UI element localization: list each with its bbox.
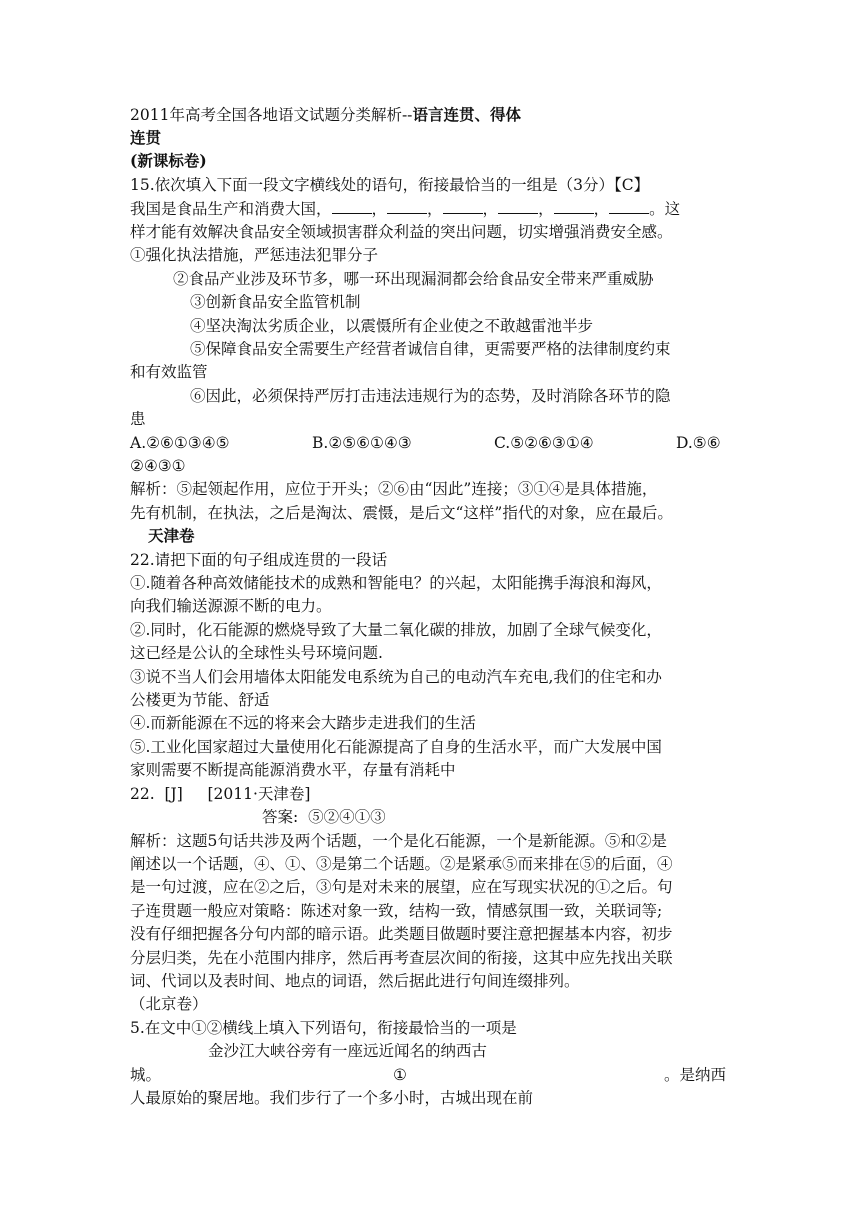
- q22-analysis-4: 子连贯题一般应对策略：陈述对象一致，结构一致，情感氛围一致，关联词等;: [130, 902, 663, 920]
- q15-item-2: ②食品产业涉及环节多，哪一环出现漏洞都会给食品安全带来严重威胁: [173, 270, 654, 288]
- q15-item-1: ①强化执法措施，严惩违法犯罪分子: [130, 246, 379, 264]
- q22-analysis-7: 词、代词以及表时间、地点的词语，然后据此进行句间连缀排列。: [130, 972, 580, 990]
- section-tianjin: 天津卷: [148, 526, 195, 545]
- sep-2: ，: [427, 200, 443, 218]
- q5-passage-3: 人最原始的聚居地。我们步行了一个多小时，古城出现在前: [130, 1089, 534, 1107]
- q15-item-6b: 患: [130, 410, 146, 428]
- q15-stem: 15.依次填入下面一段文字横线处的语句，衔接最恰当的一组是（3分）【C】: [130, 176, 650, 194]
- q15-option-b: B.②⑤⑥①④③: [312, 434, 412, 452]
- q22-answer: 答案: ⑤②④①③: [262, 808, 386, 826]
- q15-option-d: D.⑤⑥: [676, 434, 721, 452]
- blank-2: [387, 199, 427, 214]
- q22-analysis-6: 分层归类，先在小范围内排序，然后再考查层次间的衔接，这其中应先找出关联: [130, 949, 673, 967]
- q15-passage-start: 我国是食品生产和消费大国，: [130, 200, 332, 218]
- q22-s5a: ⑤.工业化国家超过大量使用化石能源提高了自身的生活水平，而广大发展中国: [130, 738, 662, 756]
- blank-5: [554, 199, 594, 214]
- q5-passage-2-left: 城。: [130, 1066, 162, 1084]
- q15-passage-tail: 。这: [649, 200, 681, 218]
- q5-blank-marker-1: ①: [393, 1066, 407, 1084]
- q15-option-c: C.⑤②⑥③①④: [494, 434, 594, 452]
- q15-item-3: ③创新食品安全监管机制: [190, 293, 361, 311]
- blank-6: [609, 199, 649, 214]
- q22-stem: 22.请把下面的句子组成连贯的一段话: [130, 551, 388, 569]
- q22-s1b: 向我们输送源源不断的电力。: [130, 597, 332, 615]
- q22-s1a: ①.随着各种高效储能技术的成熟和智能电？的兴起，太阳能携手海浪和海风，: [130, 574, 662, 592]
- q15-analysis-1: 解析：⑤起领起作用，应位于开头；②⑥由“因此”连接；③①④是具体措施，: [130, 480, 658, 498]
- q5-stem: 5.在文中①②横线上填入下列语句，衔接最恰当的一项是: [130, 1019, 517, 1037]
- q22-analysis-3: 是一句过渡，应在②之后，③句是对未来的展望，应在写现实状况的①之后。句: [130, 878, 673, 896]
- q22-source-tag: 22. [J] [2011·天津卷]: [130, 785, 311, 803]
- title-bold: 语言连贯、得体: [412, 105, 521, 124]
- q22-analysis-1: 解析：这题5句话共涉及两个话题，一个是化石能源，一个是新能源。⑤和②是: [130, 832, 667, 850]
- q22-s2b: 这已经是公认的全球性头号环境问题.: [130, 644, 383, 662]
- q15-analysis-2: 先有机制，在执法，之后是淘汰、震慑，是后文“这样”指代的对象，应在最后。: [130, 504, 673, 522]
- q5-passage-1: 金沙江大峡谷旁有一座远近闻名的纳西古: [208, 1042, 488, 1060]
- q22-s2a: ②.同时，化石能源的燃烧导致了大量二氧化碳的排放，加剧了全球气候变化，: [130, 621, 662, 639]
- section-xinkebiao: (新课标卷): [130, 151, 207, 170]
- q22-analysis-5: 没有仔细把握各分句内部的暗示语。此类题目做题时要注意把握基本内容，初步: [130, 925, 673, 943]
- q15-item-4: ④坚决淘汰劣质企业，以震慑所有企业使之不敢越雷池半步: [190, 317, 594, 335]
- blank-1: [332, 199, 372, 214]
- sep-1: ，: [371, 200, 388, 218]
- q15-option-d-cont: ②④③①: [130, 457, 186, 475]
- section-heading: 连贯: [130, 128, 162, 147]
- q22-analysis-2: 阐述以一个话题，④、①、③是第二个话题。②是紧承⑤而来排在⑤的后面，④: [130, 855, 673, 873]
- section-beijing: （北京卷）: [130, 995, 208, 1013]
- q22-s5b: 家则需要不断提高能源消费水平，存量有消耗中: [130, 761, 456, 779]
- blank-4: [498, 199, 538, 214]
- q15-option-a: A.②⑥①③④⑤: [130, 434, 230, 452]
- q5-passage-2-right: 。是纳西: [664, 1066, 727, 1084]
- q15-passage-line2: 样才能有效解决食品安全领域损害群众利益的突出问题，切实增强消费安全感。: [130, 223, 673, 241]
- q15-item-5b: 和有效监管: [130, 363, 208, 381]
- q22-s3b: 公楼更为节能、舒适: [130, 691, 270, 709]
- q22-s3a: ③说不当人们会用墙体太阳能发电系统为自己的电动汽车充电,我们的住宅和办: [130, 668, 662, 686]
- q22-s4: ④.而新能源在不远的将来会大踏步走进我们的生活: [130, 714, 476, 732]
- title-plain: 2011年高考全国各地语文试题分类解析--: [130, 106, 413, 124]
- q15-item-5a: ⑤保障食品安全需要生产经营者诚信自律，更需要严格的法律制度约束: [190, 340, 671, 358]
- sep-5: ，: [593, 200, 610, 218]
- blank-3: [443, 199, 483, 214]
- sep-3: ，: [482, 200, 499, 218]
- q15-item-6a: ⑥因此，必须保持严厉打击违法违规行为的态势，及时消除各环节的隐: [190, 387, 671, 405]
- document-title: [130, 104, 742, 126]
- q15-passage-line1: [130, 198, 742, 220]
- sep-4: ，: [538, 200, 554, 218]
